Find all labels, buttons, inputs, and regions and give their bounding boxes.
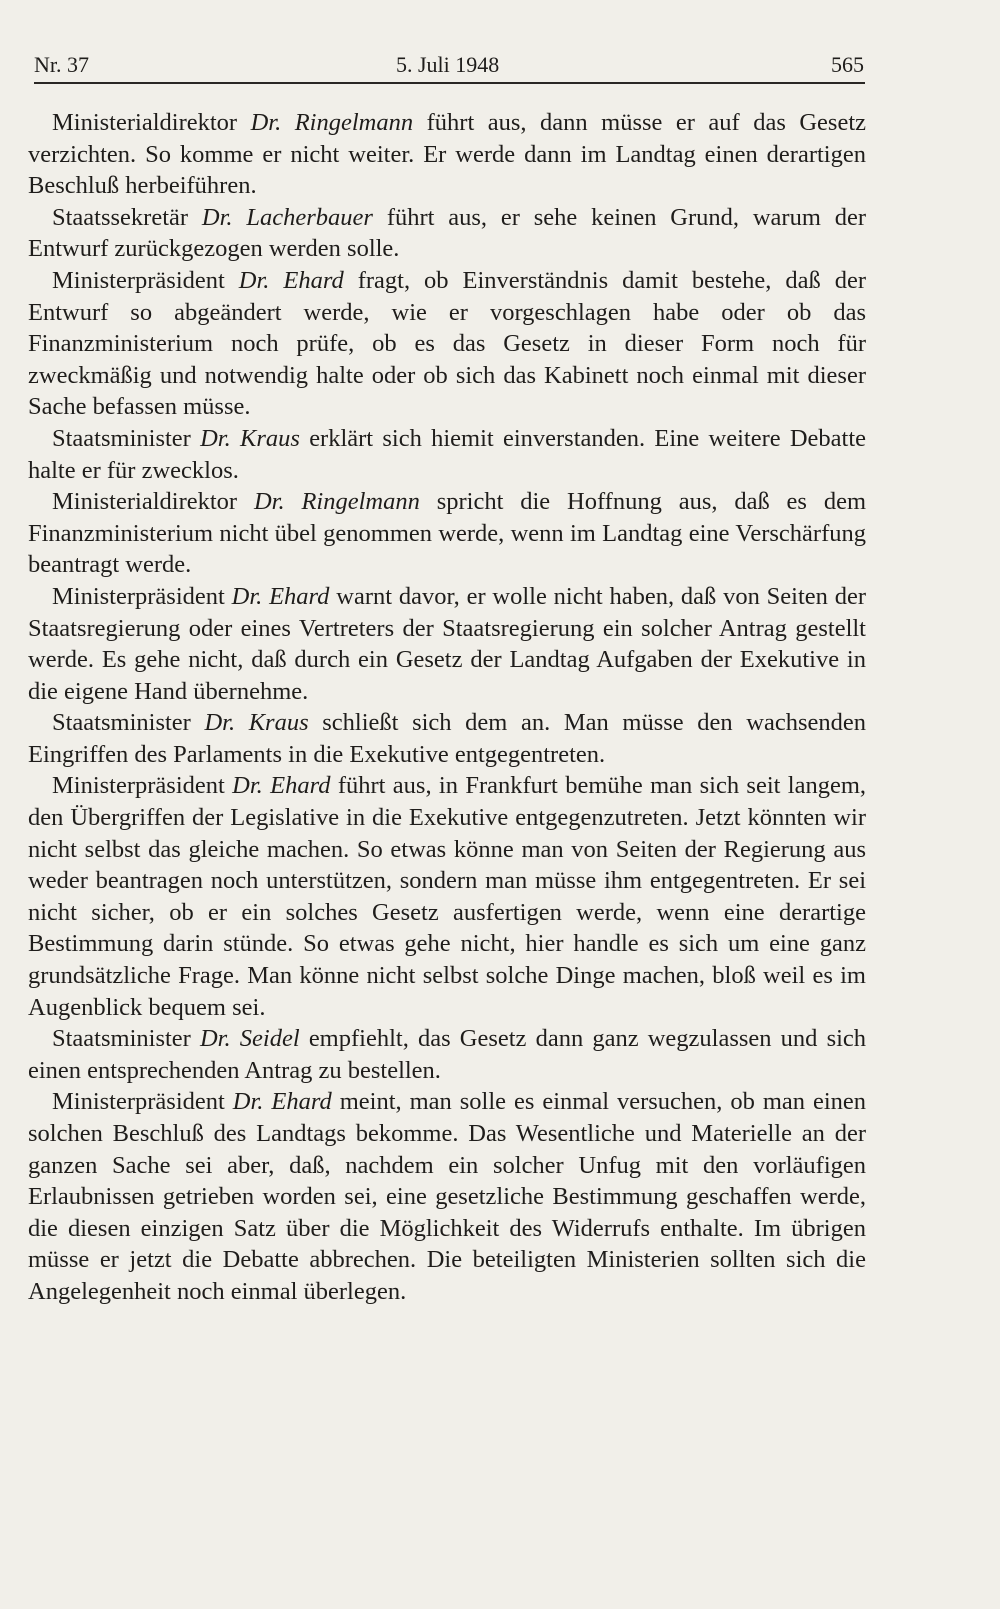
speaker-title: Dr. [232,1088,264,1116]
page-header [34,44,864,84]
speaker-role: Staatssekretär [52,203,189,231]
paragraph-text: schließt sich dem an. Man müsse den wachsenden Eingriffen des Parlaments in die Exekutive entgegentreten. [28,709,866,768]
speaker-name: Ehard [271,1088,332,1116]
speaker-role: Staatsminister [52,1025,191,1053]
speaker-role: Ministerpräsident [52,582,225,610]
paragraph-text: empfiehlt, das Gesetz dann ganz wegzulassen und sich einen entsprechenden Antrag zu bestellen. [28,1025,867,1084]
speaker-title: Dr. [231,582,263,610]
paragraph-text: führt aus, dann müsse er auf das Gesetz verzichten. So komme er nicht weiter. Er werde dann im Landtag einen derartigen Beschluß herbeiführen. [28,109,867,200]
speaker-title: Dr. [250,109,282,136]
speaker-title: Dr. [253,488,285,516]
minutes-paragraph [28,770,866,1023]
speaker-name: Ehard [269,582,330,610]
speaker-name: Ehard [283,266,344,294]
speaker-name: Ringelmann [294,109,414,136]
minutes-body [28,107,866,1308]
speaker-title: Dr. [199,1025,231,1053]
header-date: 5. Juli 1948 [396,52,500,77]
speaker-name: Ehard [270,772,331,800]
speaker-name: Kraus [240,424,300,452]
speaker-title: Dr. [232,772,263,800]
paragraph-text: meint, man solle es einmal versuchen, ob man einen solchen Beschluß des Landtags bekomme. Das Wesentliche und Materielle an der ganzen Sache sei aber, daß, nachdem ein solcher Unfug mit den vorläufigen Erlaubnissen getrieben worden sei, eine gesetzliche Bestimmung geschaffen werde, die diesen einzigen Satz über die Möglichkeit des Widerrufs enthalte. Im übrigen müsse er jetzt die Debatte abbrechen. Die beteiligten Ministerien sollten sich die Angelegenheit noch einmal überlegen. [28,1088,867,1305]
speaker-role: Staatsminister [52,709,191,737]
speaker-title: Dr. [204,709,236,737]
speaker-role: Ministerialdirektor [52,488,238,516]
paragraph-text: führt aus, er sehe keinen Grund, warum der Entwurf zurückgezogen werden solle. [28,203,867,263]
paragraph-text: spricht die Hoffnung aus, daß es dem Finanzministerium nicht übel genommen werde, wenn im Landtag eine Verschärfung beantragt werde. [28,488,867,579]
minutes-paragraph [28,707,866,770]
speaker-name: Lacherbauer [246,203,373,231]
minutes-paragraph [28,1023,866,1086]
speaker-name: Kraus [248,709,309,737]
paragraph-text: führt aus, in Frankfurt bemühe man sich seit langem, den Übergriffen der Legislative in die Exekutive entgegenzutreten. Jetzt könnten wir nicht selbst das gleiche machen. So etwas könne man von Seiten der Regierung aus weder beantragen noch unterstützen, sondern man müsse ihm entgegentreten. Er sei nicht sicher, ob er ein solches Gesetz ausfertigen werde, wenn eine derartige Bestimmung darin stünde. So etwas gehe nicht, hier handle es sich um eine ganz grundsätzliche Frage. Man könne nicht selbst solche Dinge machen, bloß weil es im Augenblick bequem sei. [28,772,867,1021]
paragraph-text: fragt, ob Einverständnis damit bestehe, daß der Entwurf so abgeändert werde, wie er vorgeschlagen habe oder ob das Finanzministerium noch prüfe, ob es das Gesetz in dieser Form noch für zweckmäßig und notwendig halte oder ob sich das Kabinett noch einmal mit dieser Sache befassen müsse. [28,266,867,421]
speaker-title: Dr. [238,266,270,294]
minutes-paragraph [28,265,866,423]
speaker-title: Dr. [201,203,233,231]
speaker-name: Seidel [239,1025,300,1053]
paragraph-text: erklärt sich hiemit einverstanden. Eine weitere Debatte halte er für zwecklos. [28,424,867,484]
speaker-title: Dr. [200,424,231,452]
speaker-role: Ministerpräsident [52,1088,225,1116]
minutes-paragraph [28,1086,866,1307]
minutes-paragraph [28,202,866,265]
speaker-role: Ministerialdirektor [52,109,238,136]
minutes-paragraph [28,581,866,707]
header-rule [34,82,865,84]
minutes-paragraph [28,423,866,486]
minutes-paragraph [28,107,866,202]
paragraph-text: warnt davor, er wolle nicht haben, daß von Seiten der Staatsregierung oder eines Vertreters der Staatsregierung ein solcher Antrag gestellt werde. Es gehe nicht, daß durch ein Gesetz der Landtag Aufgaben der Exekutive in die eigene Hand übernehme. [28,582,866,705]
issue-number: Nr. 37 [34,52,89,77]
page-number: 565 [831,52,864,77]
speaker-role: Ministerpräsident [52,266,225,294]
speaker-name: Ringelmann [301,488,420,516]
speaker-role: Staatsminister [52,424,191,452]
minutes-paragraph [28,486,866,581]
speaker-role: Ministerpräsident [52,772,225,800]
